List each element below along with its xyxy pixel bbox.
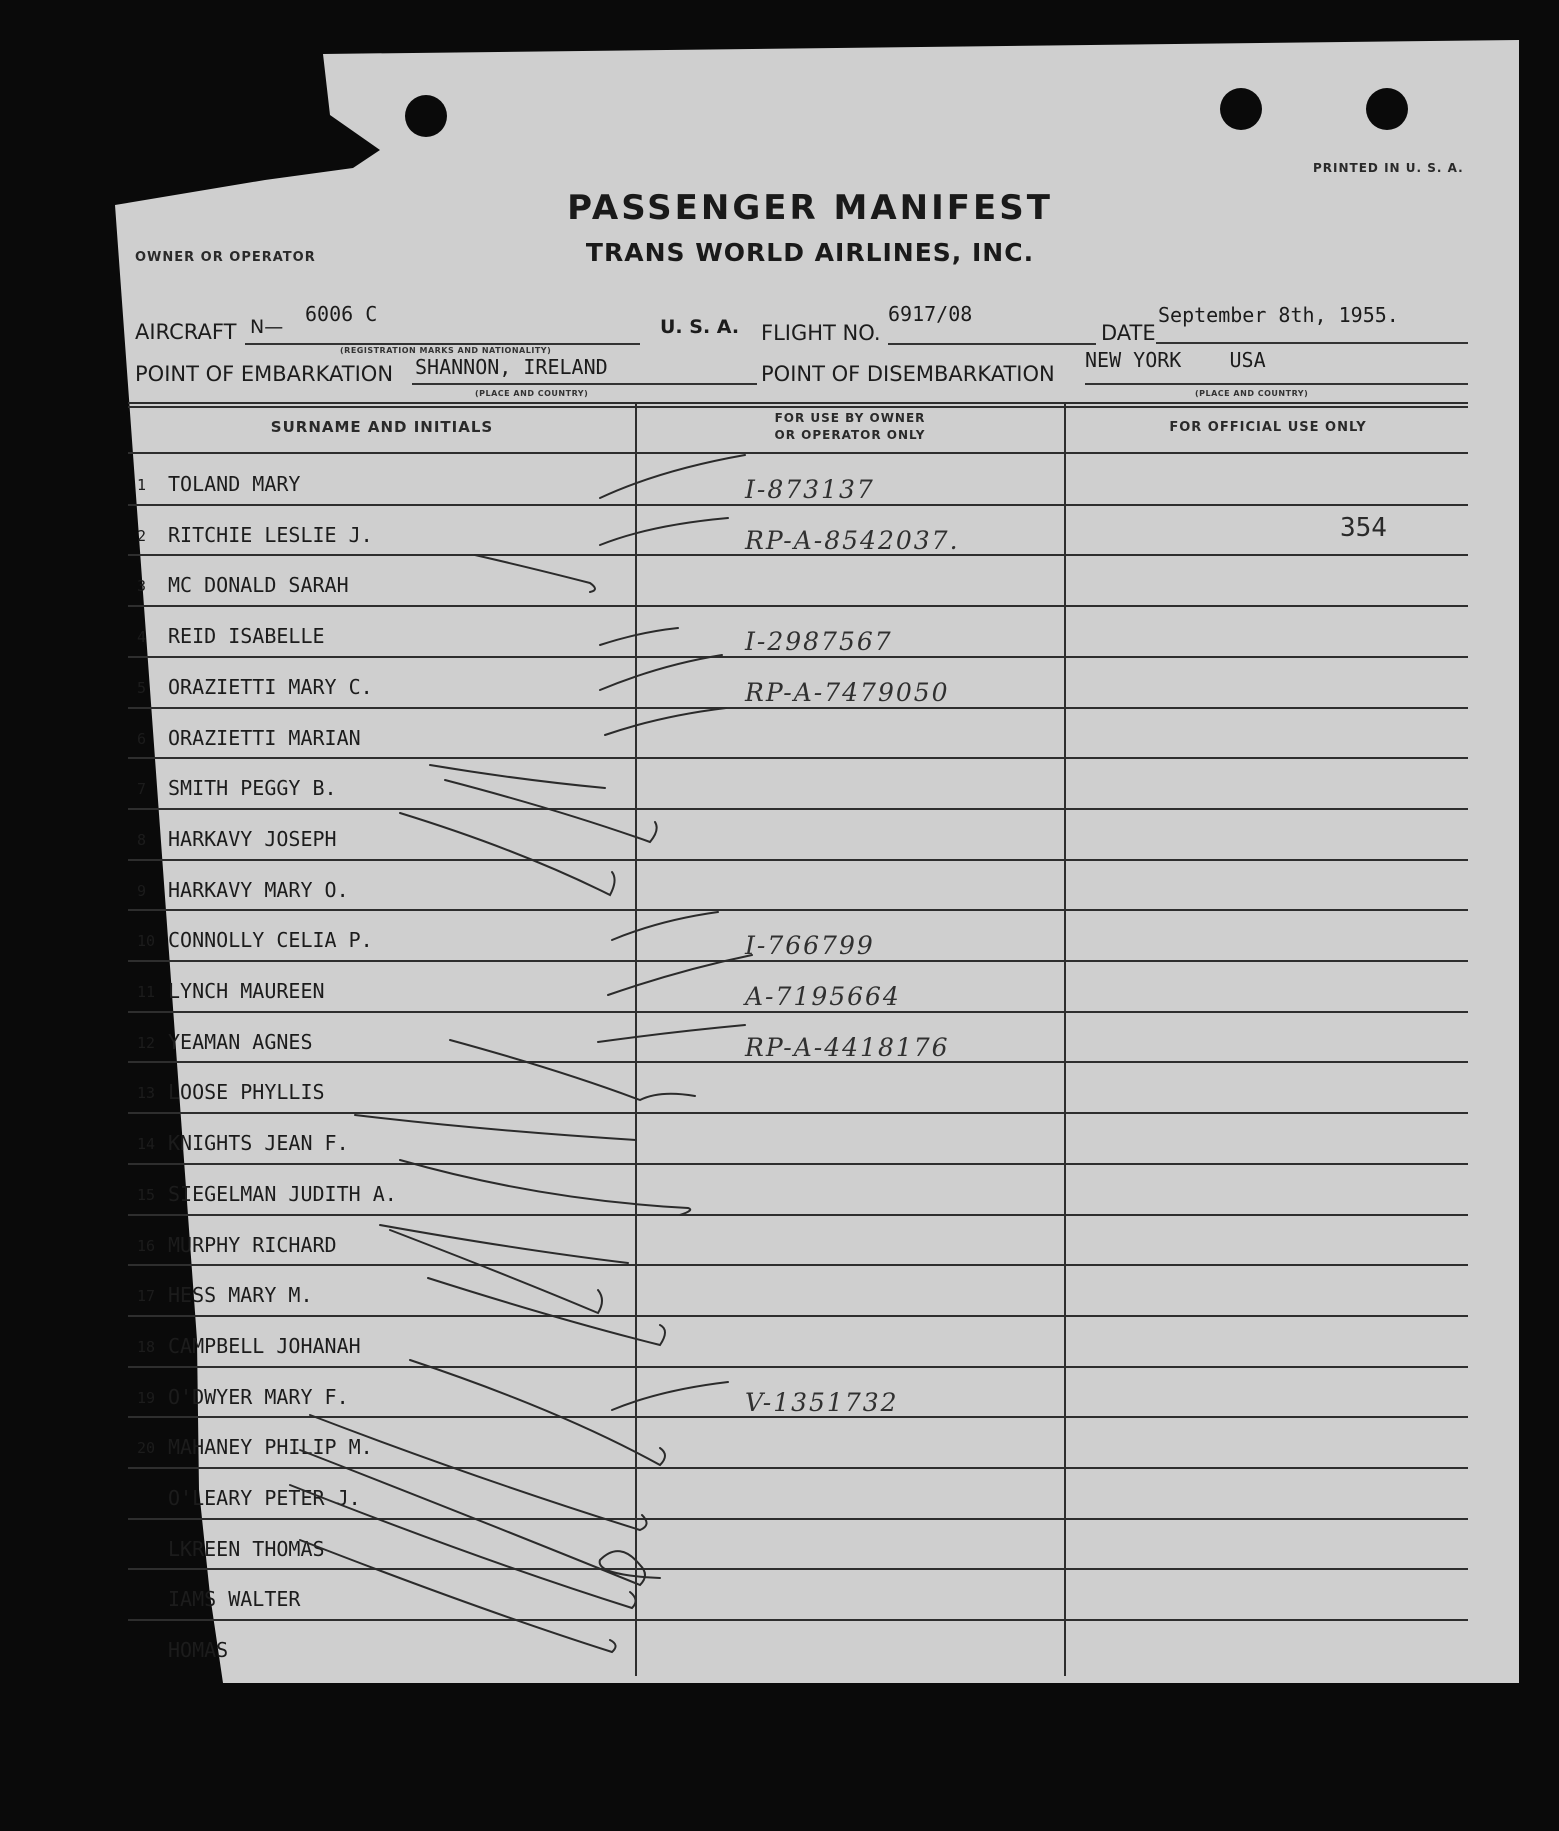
passenger-name: CONNOLLY CELIA P. [168, 928, 373, 953]
row-number: 7 [137, 780, 147, 799]
owner-label: OWNER OR OPERATOR [135, 250, 316, 265]
passenger-name: MAHANEY PHILIP M. [168, 1435, 373, 1460]
row-number: 9 [137, 881, 147, 900]
flight-number: 6917/08 [888, 302, 973, 326]
row-number: 4 [137, 628, 147, 647]
row-number: 11 [137, 983, 156, 1001]
column-header-owner-use-2: OR OPERATOR ONLY [774, 428, 926, 442]
passenger-name: HESS MARY M. [168, 1283, 313, 1308]
printed-in-usa: PRINTED IN U. S. A. [1313, 161, 1464, 175]
disembarkation-value: NEW YORK USA [1085, 348, 1266, 372]
document-number: RP-A-4418176 [745, 1032, 950, 1062]
row-number: 1 [137, 476, 147, 494]
row-number: 17 [137, 1287, 156, 1306]
row-number: 6 [137, 729, 147, 748]
row-number: 14 [137, 1135, 156, 1154]
passenger-name: O'DWYER MARY F. [168, 1384, 349, 1409]
passenger-name: MC DONALD SARAH [168, 573, 349, 598]
official-number: 354 [1340, 513, 1387, 543]
embarkation-value: SHANNON, IRELAND [415, 355, 608, 379]
date-value: September 8th, 1955. [1158, 303, 1399, 327]
row-number: 13 [137, 1084, 156, 1103]
document-number: I-873137 [745, 475, 875, 504]
aircraft-nationality: U. S. A. [660, 316, 740, 338]
document-number: V-1351732 [745, 1387, 899, 1417]
column-header-surname: SURNAME AND INITIALS [270, 418, 494, 436]
column-header-official-use: FOR OFFICIAL USE ONLY [1169, 420, 1367, 435]
passenger-name: LKREEN THOMAS [168, 1536, 325, 1561]
passenger-name: O'LEARY PETER J. [168, 1486, 361, 1510]
row-number: 16 [137, 1236, 156, 1255]
passenger-name: SIEGELMAN JUDITH A. [168, 1181, 397, 1206]
disembarkation-label: POINT OF DISEMBARKATION [761, 362, 1055, 386]
aircraft-prefix: N— [250, 316, 284, 338]
passenger-name: HARKAVY MARY O. [168, 877, 349, 902]
passenger-name: CAMPBELL JOHANAH [168, 1333, 361, 1358]
passenger-name: LOOSE PHYLLIS [168, 1080, 325, 1105]
passenger-name: SMITH PEGGY B. [168, 776, 337, 801]
passenger-name: HARKAVY JOSEPH [168, 826, 337, 851]
row-number: 3 [137, 577, 147, 596]
passenger-name: KNIGHTS JEAN F. [168, 1131, 349, 1156]
row-number: 12 [137, 1033, 156, 1052]
registration-note: (REGISTRATION MARKS AND NATIONALITY) [340, 346, 552, 355]
document-number: A-7195664 [745, 982, 901, 1011]
aircraft-label: AIRCRAFT [135, 320, 237, 344]
row-number: 18 [137, 1337, 156, 1356]
document-number: I-2987567 [745, 627, 893, 657]
document-number: RP-A-8542037. [745, 525, 960, 555]
company-name: TRANS WORLD AIRLINES, INC. [585, 238, 1035, 267]
column-header-owner-use-1: FOR USE BY OWNER [774, 411, 926, 425]
document-number: RP-A-7479050 [745, 677, 950, 707]
row-number: 2 [137, 526, 147, 545]
row-number: 20 [137, 1439, 156, 1458]
page-title: PASSENGER MANIFEST [567, 188, 1053, 228]
embarkation-note: (PLACE AND COUNTRY) [475, 389, 589, 398]
row-number: 8 [137, 830, 147, 849]
row-number: 19 [137, 1388, 156, 1407]
row-number: 10 [137, 932, 156, 951]
passenger-name: MURPHY RICHARD [168, 1232, 337, 1257]
passenger-name: RITCHIE LESLIE J. [168, 522, 373, 547]
aircraft-registration: 6006 C [305, 302, 378, 326]
passenger-name: ORAZIETTI MARY C. [168, 674, 373, 699]
passenger-name: YEAMAN AGNES [168, 1029, 313, 1054]
passenger-name: HOMAS [168, 1638, 229, 1663]
row-number: 15 [137, 1185, 156, 1204]
disembarkation-note: (PLACE AND COUNTRY) [1195, 389, 1309, 398]
passenger-name: REID ISABELLE [168, 624, 325, 649]
date-label: DATE [1101, 321, 1156, 345]
passenger-name: ORAZIETTI MARIAN [168, 725, 361, 750]
passenger-name: IAMS WALTER [168, 1587, 301, 1612]
passenger-name: LYNCH MAUREEN [168, 979, 325, 1003]
passenger-name: TOLAND MARY [168, 472, 301, 496]
flight-label: FLIGHT NO. [761, 321, 881, 345]
document-number: I-766799 [745, 931, 875, 961]
row-number: 5 [137, 678, 147, 697]
embarkation-label: POINT OF EMBARKATION [135, 362, 394, 386]
